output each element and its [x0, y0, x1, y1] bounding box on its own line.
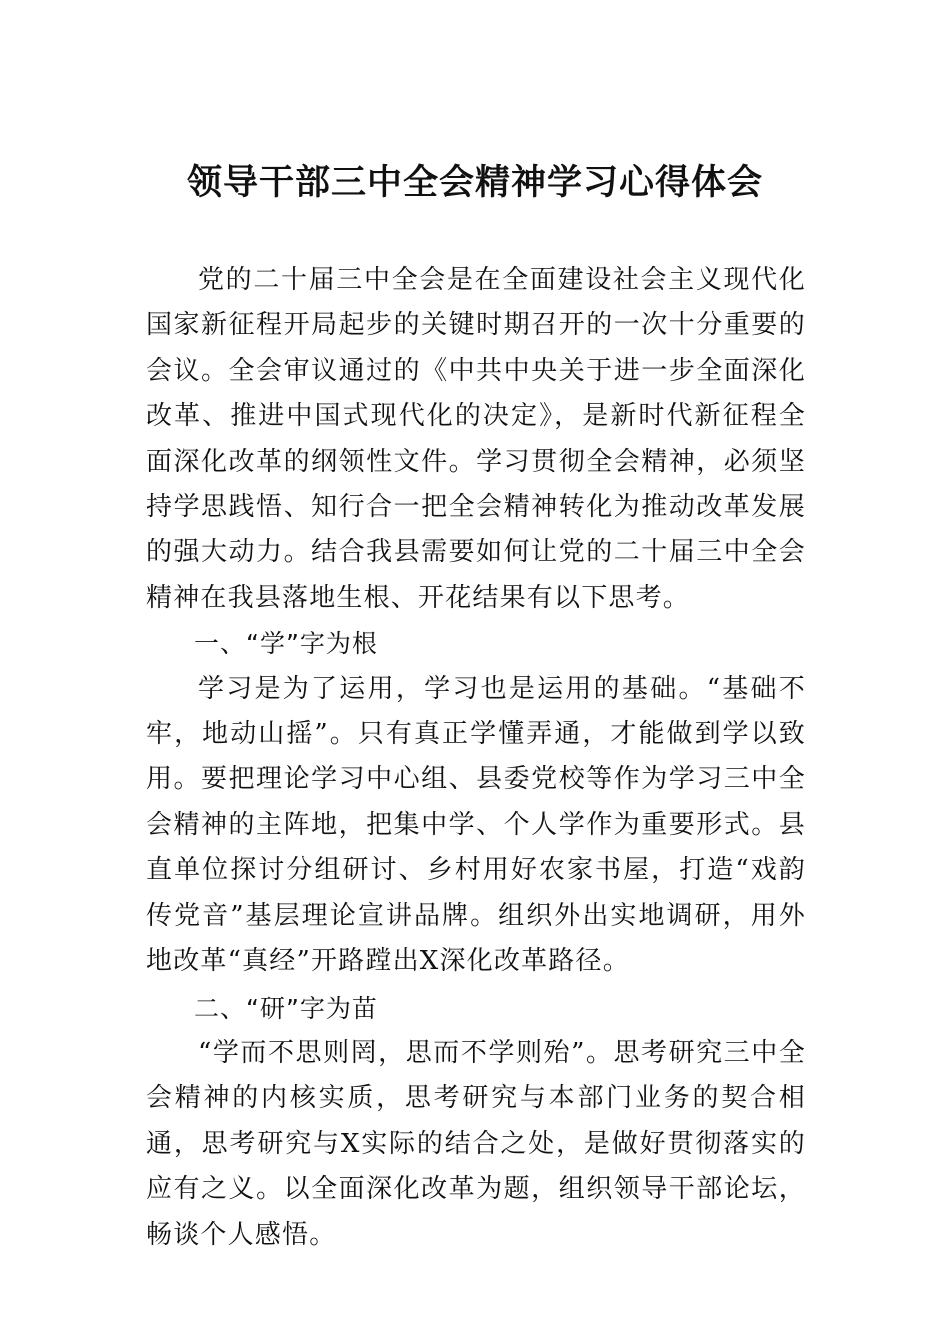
section-paragraph-research: “学而不思则罔，思而不学则殆”。思考研究三中全会精神的内核实质，思考研究与本部门业务的契合相通，思考研究与X实际的结合之处，是做好贯彻落实的应有之义。以全面深化改革为题，组织领导干部论坛，畅谈个人感悟。	[146, 1037, 806, 1250]
section-paragraph-study: 学习是为了运用，学习也是运用的基础。“基础不牢，地动山摇”。只有真正学懂弄通，才能做到学以致用。要把理论学习中心组、县委党校等作为学习三中全会精神的主阵地，把集中学、个人学作为重要形式。县直单位探讨分组研讨、乡村用好农家书屋，打造“戏韵传党音”基层理论宣讲品牌。组织外出实地调研，用外地改革“真经”开路蹚出X深化改革路径。	[146, 673, 806, 977]
intro-paragraph: 党的二十届三中全会是在全面建设社会主义现代化国家新征程开局起步的关键时期召开的一次十分重要的会议。全会审议通过的《中共中央关于进一步全面深化改革、推进中国式现代化的决定》，是新时代新征程全面深化改革的纲领性文件。学习贯彻全会精神，必须坚持学思践悟、知行合一把全会精神转化为推动改革发展的强大动力。结合我县需要如何让党的二十届三中全会精神在我县落地生根、开花结果有以下思考。	[146, 265, 806, 613]
document-body	[146, 258, 806, 1258]
section-heading-research: 二、“研”字为苗	[194, 993, 378, 1023]
section-heading-study: 一、“学”字为根	[194, 629, 378, 659]
document-title: 领导干部三中全会精神学习心得体会	[186, 163, 763, 203]
